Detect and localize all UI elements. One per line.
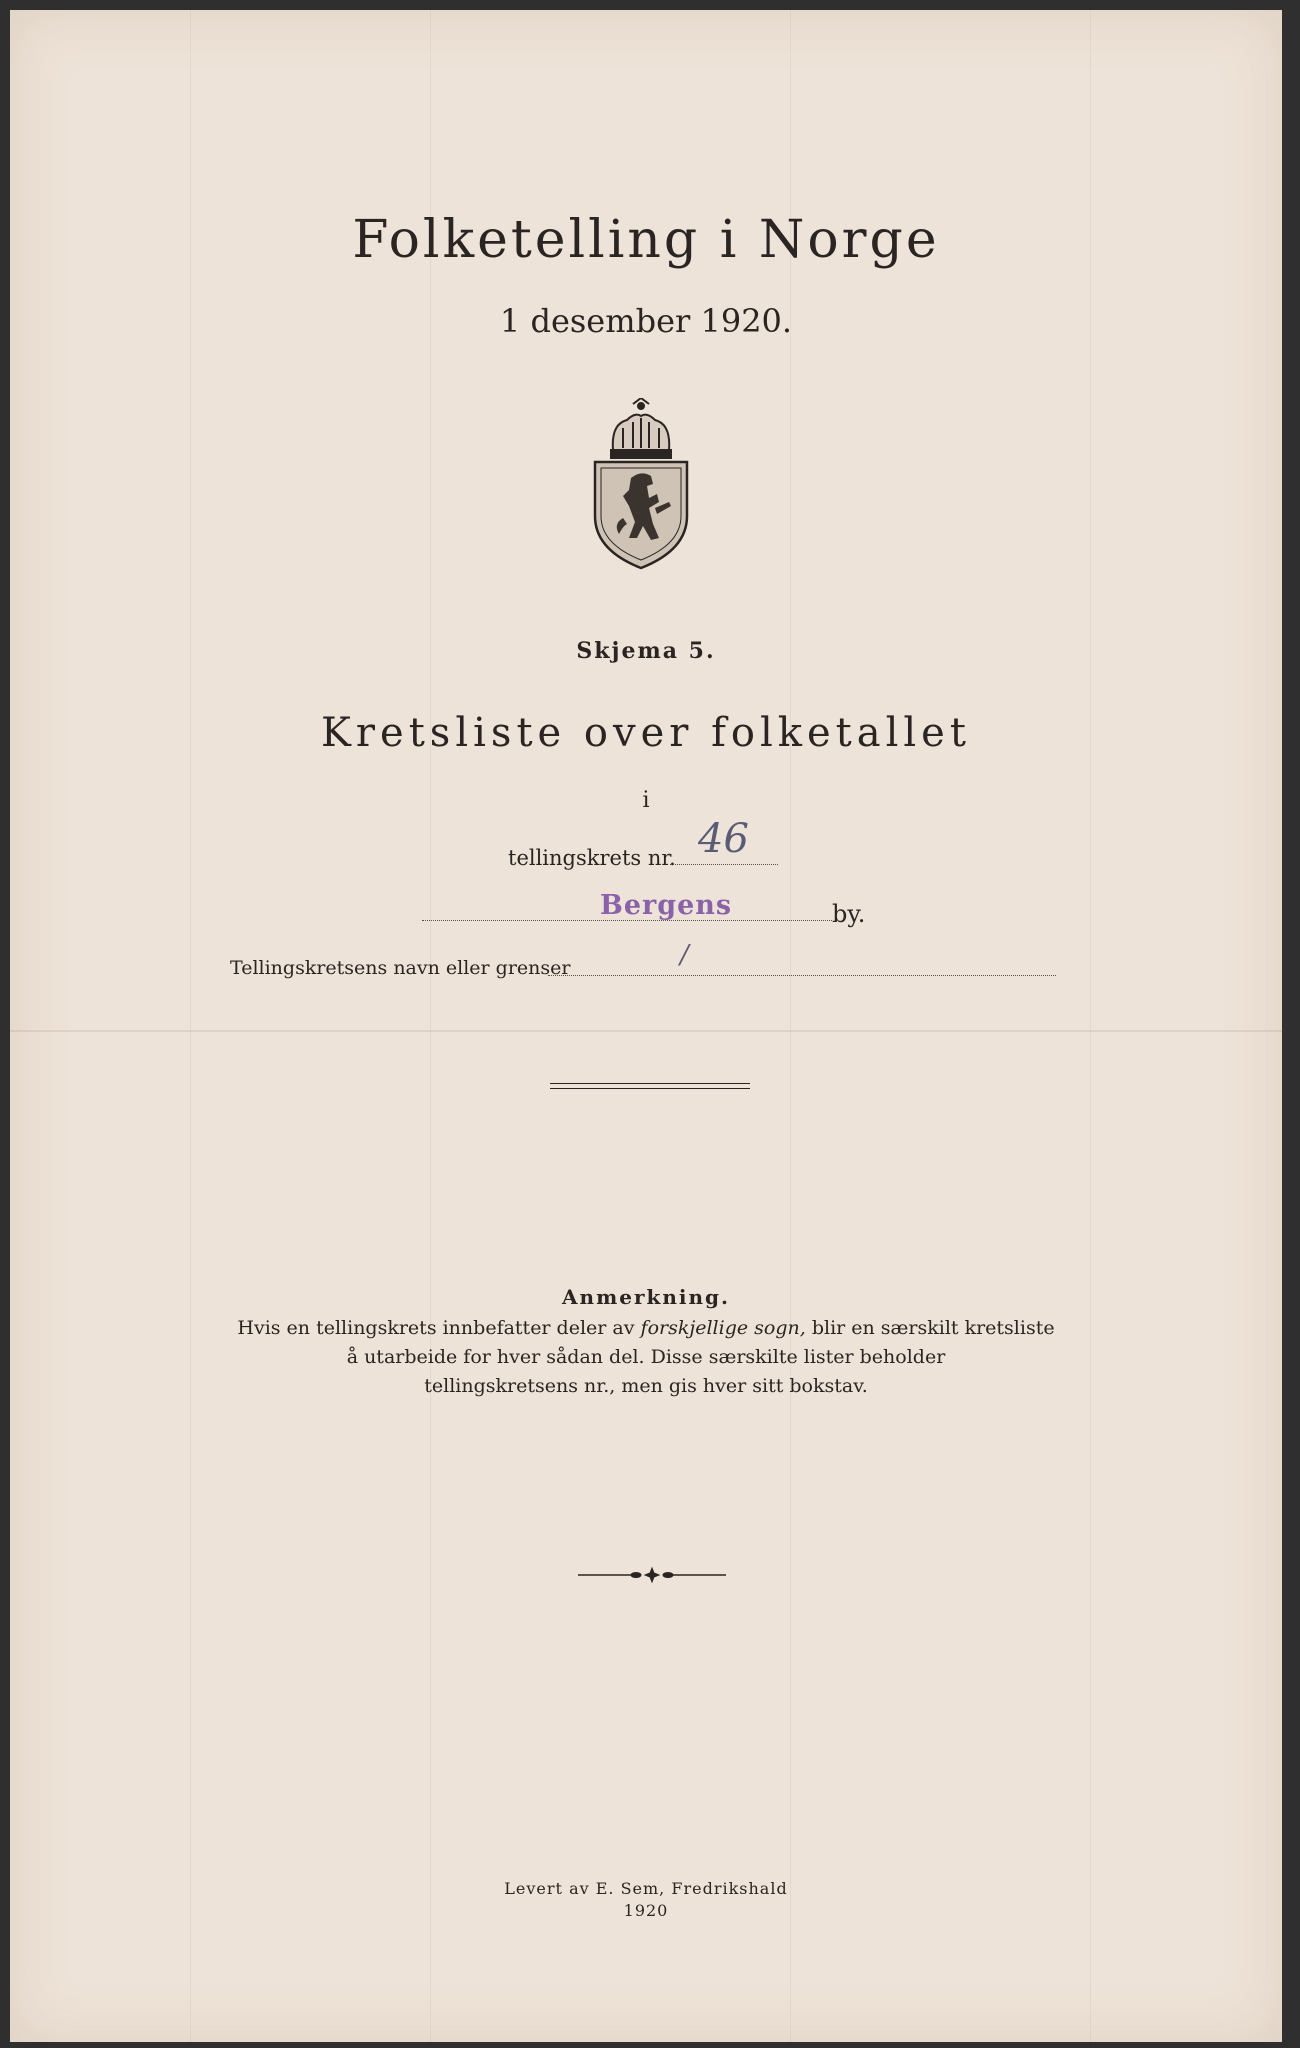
note-line-2: å utarbeide for hver sådan del. Disse særskilte lister beholder	[346, 1346, 946, 1368]
tellingskrets-label: tellingskrets nr.	[508, 846, 676, 870]
printer-imprint	[10, 1878, 1282, 1922]
tellingskrets-field-line	[670, 864, 778, 865]
city-stamp: Bergens	[600, 890, 733, 921]
note-body	[10, 1314, 1282, 1401]
note-line-3: tellingskretsens nr., men gis hver sitt bokstav.	[424, 1375, 868, 1397]
note-line-1	[10, 1314, 1282, 1343]
section-divider	[550, 1083, 750, 1089]
print-year: 1920	[623, 1901, 669, 1920]
census-form-page	[10, 10, 1282, 2042]
census-date: 1 desember 1920.	[499, 302, 793, 340]
note-line-1-start: Hvis en tellingskrets innbefatter deler av	[237, 1317, 635, 1339]
note-line-1-italic: forskjellige sogn,	[640, 1317, 806, 1339]
navn-grenser-label: Tellingskretsens navn eller grenser	[230, 957, 571, 979]
ornament-divider-icon	[578, 1565, 726, 1585]
navn-grenser-field-line	[548, 975, 1056, 976]
page-title: Folketelling i Norge	[352, 210, 940, 270]
norwegian-coat-of-arms-icon	[593, 398, 689, 570]
printer-name: Levert av E. Sem, Fredrikshald	[504, 1879, 788, 1898]
page-fold	[10, 1030, 1282, 1032]
city-suffix: by.	[832, 900, 866, 928]
note-line-1-end: blir en særskilt kretsliste	[811, 1317, 1055, 1339]
note-heading: Anmerkning.	[562, 1285, 730, 1309]
tellingskrets-number: 46	[698, 816, 749, 862]
navn-grenser-mark: /	[680, 940, 689, 970]
schema-number: Skjema 5.	[576, 638, 716, 664]
connector-word: i	[642, 788, 650, 813]
form-heading: Kretsliste over folketallet	[321, 710, 971, 756]
